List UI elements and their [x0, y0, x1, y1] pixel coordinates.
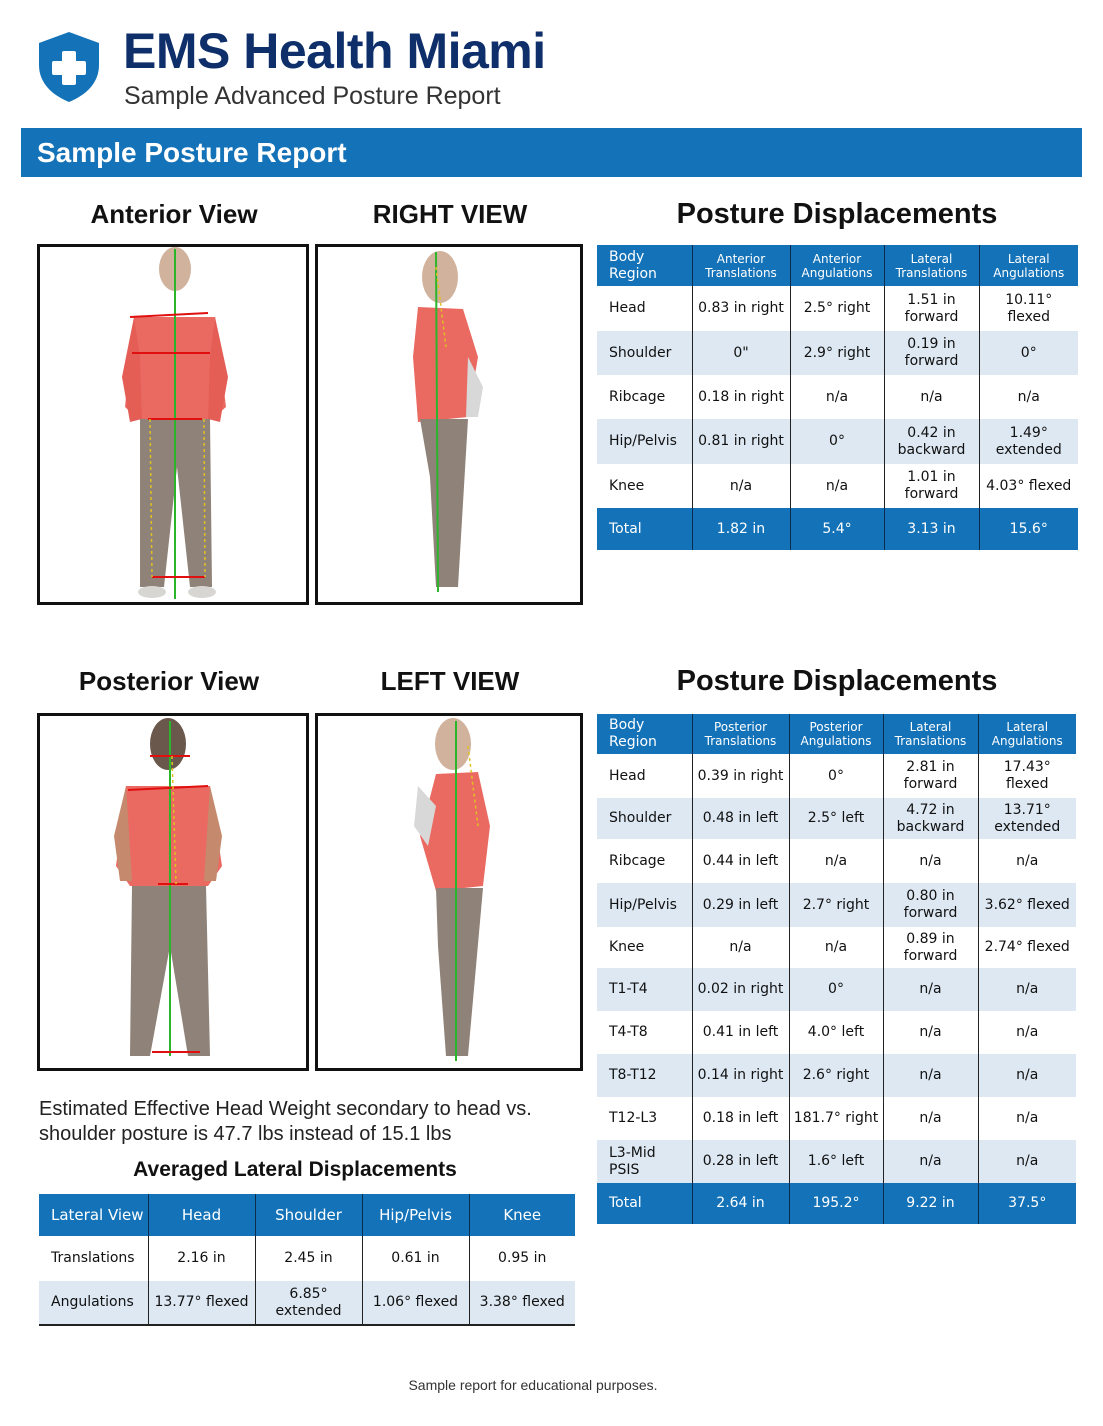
- value-cell: 0": [692, 331, 790, 375]
- region-cell: Head: [609, 767, 646, 784]
- anterior-displacements-title: Posture Displacements: [676, 198, 998, 230]
- value-cell: 0.28 in left: [692, 1140, 789, 1183]
- value-cell: 13.71° extended: [978, 798, 1076, 839]
- table-row: [597, 1011, 1076, 1054]
- value-cell: 0.95 in: [469, 1236, 575, 1281]
- table-row: [597, 798, 1076, 839]
- anterior-figure: [40, 247, 306, 602]
- value-cell: n/a: [692, 464, 790, 508]
- table-row: [597, 375, 1078, 419]
- value-cell: n/a: [978, 839, 1076, 883]
- posterior-displacements-title: Posture Displacements: [676, 665, 998, 697]
- table-row: [597, 286, 1078, 331]
- region-cell: Hip/Pelvis: [597, 883, 692, 927]
- value-cell: 2.7° right: [789, 883, 883, 927]
- value-cell: n/a: [789, 927, 883, 968]
- col-header: Posterior Angulations: [789, 714, 883, 754]
- value-cell: 0.89 in forward: [883, 927, 978, 968]
- region-cell: Hip/Pelvis: [597, 419, 692, 464]
- brand-subtitle: Sample Advanced Posture Report: [124, 82, 501, 110]
- left-view-title: LEFT VIEW: [380, 666, 520, 696]
- table-row: [597, 1140, 1076, 1183]
- value-cell: 0.48 in left: [692, 798, 789, 839]
- col-header: Anterior Angulations: [790, 245, 884, 286]
- value-cell: n/a: [978, 1140, 1076, 1183]
- value-cell: 6.85° extended: [255, 1281, 362, 1325]
- table-row: [597, 1054, 1076, 1097]
- posterior-view-photo: [37, 713, 309, 1071]
- region-cell: Ribcage: [609, 852, 666, 869]
- value-cell: 2.16 in: [148, 1236, 255, 1281]
- total-cell: 3.13 in: [884, 508, 979, 550]
- region-cell: L3-Mid PSIS: [597, 1140, 692, 1183]
- col-header: Lateral Translations: [883, 714, 978, 754]
- metric-cell: Translations: [51, 1250, 135, 1266]
- value-cell: 0.18 in left: [692, 1097, 789, 1140]
- left-figure: [318, 716, 580, 1068]
- value-cell: 1.6° left: [789, 1140, 883, 1183]
- value-cell: n/a: [978, 1011, 1076, 1054]
- averaged-displacements-table: [39, 1194, 575, 1326]
- value-cell: n/a: [978, 1097, 1076, 1140]
- region-cell: Shoulder: [597, 798, 692, 839]
- value-cell: 0.19 in forward: [884, 331, 979, 375]
- col-header: Lateral Angulations: [978, 714, 1076, 754]
- right-view-photo: [315, 244, 583, 605]
- value-cell: n/a: [884, 375, 979, 419]
- region-cell: Knee: [609, 939, 645, 955]
- value-cell: 2.74° flexed: [978, 927, 1076, 968]
- posterior-view-title: Posterior View: [78, 666, 260, 696]
- col-header: Body Region: [597, 245, 692, 286]
- value-cell: 13.77° flexed: [148, 1281, 255, 1325]
- value-cell: 1.01 in forward: [884, 464, 979, 508]
- value-cell: n/a: [883, 839, 978, 883]
- value-cell: n/a: [883, 1011, 978, 1054]
- total-cell: 15.6°: [979, 508, 1078, 550]
- left-view-photo: [315, 713, 583, 1071]
- table-row: [597, 968, 1076, 1011]
- table-row: [597, 839, 1076, 883]
- banner-title: Sample Posture Report: [37, 137, 347, 168]
- value-cell: 17.43° flexed: [978, 754, 1076, 798]
- region-cell: T12-L3: [609, 1110, 658, 1126]
- metric-cell: Angulations: [39, 1281, 148, 1325]
- region-cell: T4-T8: [609, 1024, 648, 1040]
- value-cell: 0.80 in forward: [883, 883, 978, 927]
- region-cell: T1-T4: [597, 968, 692, 1011]
- anterior-view-photo: [37, 244, 309, 605]
- total-cell: 195.2°: [789, 1183, 883, 1224]
- value-cell: 4.03° flexed: [979, 464, 1078, 508]
- value-cell: 0°: [789, 968, 883, 1011]
- value-cell: 0.14 in right: [692, 1054, 789, 1097]
- table-row: [597, 1097, 1076, 1140]
- total-cell: 1.82 in: [692, 508, 790, 550]
- brand-title: EMS Health Miami: [123, 23, 546, 79]
- value-cell: 0.29 in left: [692, 883, 789, 927]
- value-cell: 0°: [790, 419, 884, 464]
- value-cell: 181.7° right: [789, 1097, 883, 1140]
- right-view-title: RIGHT VIEW: [372, 199, 528, 229]
- value-cell: 1.51 in forward: [884, 286, 979, 331]
- value-cell: 0°: [979, 331, 1078, 375]
- total-cell: 2.64 in: [692, 1183, 789, 1224]
- total-row: [597, 1183, 1076, 1224]
- value-cell: 0.18 in right: [692, 375, 790, 419]
- anterior-displacements-table: [597, 245, 1078, 550]
- table-row: [39, 1236, 575, 1281]
- col-header: Lateral View: [39, 1194, 148, 1236]
- report-banner: [21, 128, 1082, 177]
- table-row: [39, 1281, 575, 1325]
- value-cell: n/a: [790, 375, 884, 419]
- total-row: [597, 508, 1078, 550]
- col-header: Body Region: [597, 714, 692, 754]
- col-header: Shoulder: [255, 1194, 362, 1236]
- region-cell: Shoulder: [597, 331, 692, 375]
- value-cell: 0.02 in right: [692, 968, 789, 1011]
- value-cell: 2.9° right: [790, 331, 884, 375]
- col-header: Anterior Translations: [692, 245, 790, 286]
- value-cell: 0°: [789, 754, 883, 798]
- value-cell: 3.62° flexed: [978, 883, 1076, 927]
- value-cell: 0.83 in right: [692, 286, 790, 331]
- col-header: Knee: [469, 1194, 575, 1236]
- value-cell: n/a: [789, 839, 883, 883]
- value-cell: n/a: [692, 927, 789, 968]
- anterior-view-title: Anterior View: [90, 199, 258, 229]
- value-cell: 0.39 in right: [692, 754, 789, 798]
- value-cell: 3.38° flexed: [469, 1281, 575, 1325]
- value-cell: 4.0° left: [789, 1011, 883, 1054]
- table-row: [597, 927, 1076, 968]
- region-cell: Knee: [609, 477, 645, 494]
- value-cell: n/a: [978, 968, 1076, 1011]
- value-cell: n/a: [790, 464, 884, 508]
- value-cell: 1.06° flexed: [362, 1281, 469, 1325]
- table-row: [597, 883, 1076, 927]
- table-row: [597, 419, 1078, 464]
- value-cell: 10.11° flexed: [979, 286, 1078, 331]
- value-cell: 0.61 in: [362, 1236, 469, 1281]
- shield-plus-icon: [36, 30, 102, 104]
- averaged-displacements-title: Averaged Lateral Displacements: [133, 1158, 457, 1181]
- value-cell: 2.81 in forward: [883, 754, 978, 798]
- region-cell: Head: [609, 300, 646, 316]
- posterior-figure: [40, 716, 306, 1068]
- value-cell: n/a: [883, 1054, 978, 1097]
- value-cell: n/a: [883, 1097, 978, 1140]
- table-row: [597, 754, 1076, 798]
- region-cell: Ribcage: [609, 388, 666, 405]
- value-cell: n/a: [883, 1140, 978, 1183]
- value-cell: 4.72 in backward: [883, 798, 978, 839]
- value-cell: 2.5° right: [790, 286, 884, 331]
- value-cell: 0.81 in right: [692, 419, 790, 464]
- value-cell: 0.42 in backward: [884, 419, 979, 464]
- total-cell: 9.22 in: [883, 1183, 978, 1224]
- col-header: Posterior Translations: [692, 714, 789, 754]
- table-row: [597, 464, 1078, 508]
- right-figure: [318, 247, 580, 602]
- value-cell: n/a: [883, 968, 978, 1011]
- value-cell: 1.49° extended: [979, 419, 1078, 464]
- value-cell: n/a: [978, 1054, 1076, 1097]
- total-label: Total: [597, 1183, 692, 1224]
- value-cell: 2.5° left: [789, 798, 883, 839]
- col-header: Lateral Translations: [884, 245, 979, 286]
- value-cell: 2.45 in: [255, 1236, 362, 1281]
- total-cell: 5.4°: [790, 508, 884, 550]
- value-cell: 0.41 in left: [692, 1011, 789, 1054]
- col-header: Hip/Pelvis: [362, 1194, 469, 1236]
- total-cell: 37.5°: [978, 1183, 1076, 1224]
- col-header: Lateral Angulations: [979, 245, 1078, 286]
- value-cell: 2.6° right: [789, 1054, 883, 1097]
- head-weight-estimate: Estimated Effective Head Weight secondary to head vs. shoulder posture is 47.7 lbs instead of 15.1 lbs: [39, 1098, 532, 1145]
- posterior-displacements-table: [597, 714, 1076, 1224]
- region-cell: T8-T12: [597, 1054, 692, 1097]
- table-row: [597, 331, 1078, 375]
- footer-note: Sample report for educational purposes.: [408, 1377, 658, 1393]
- value-cell: 0.44 in left: [692, 839, 789, 883]
- col-header: Head: [148, 1194, 255, 1236]
- total-label: Total: [597, 508, 692, 550]
- value-cell: n/a: [979, 375, 1078, 419]
